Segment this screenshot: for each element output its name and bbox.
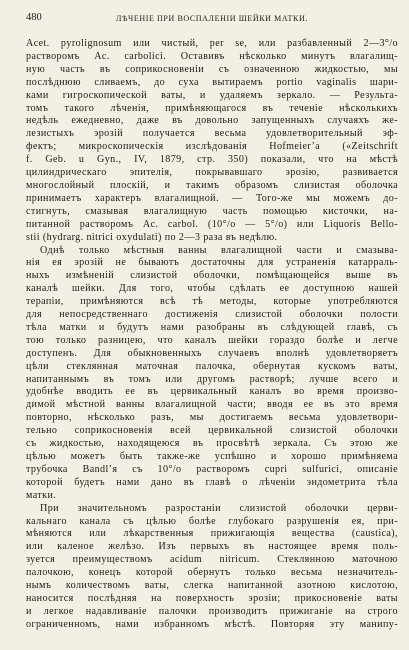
text-line: трубочка Bandl’я съ 10°/о растворомъ cupri sulfurici, описаніе: [26, 463, 398, 475]
text-line: тельно соприкосновенія всей цервикальной слизистой оболочки: [26, 425, 398, 437]
text-line: Однѣ только мѣстныя ванны влагалищной части и смазыва-: [40, 244, 398, 256]
text-line: стигнуть, смазывая влагалищную часть помощью кисточки, на-: [26, 205, 398, 217]
text-line: съ жидкостью, находящеюся въ просвѣтѣ зеркала. Съ этою же: [26, 438, 398, 450]
paragraph-2: [26, 245, 398, 503]
text-line: которой будетъ нами дано въ главѣ о лѣченіи эндометрита тѣла: [26, 476, 398, 488]
text-line: повторно, нѣсколько разъ, мы достигаемъ весьма удовлетвори-: [26, 412, 398, 424]
text-line: напитаннымъ въ томъ или другомъ растворѣ; лучше всего и: [26, 373, 398, 385]
text-line: цилиндрическаго эпителія, покрывавшаго эрозію, развивается: [26, 167, 398, 179]
text-line: растворомъ Ac. carbolici. Оставивъ нѣсколько минутъ влагалищ-: [26, 50, 398, 62]
text-line: нія ея эрозій не бываютъ достаточны для устраненія катарраль-: [26, 257, 398, 269]
text-line: фектъ; микроскопическія изслѣдованія Hofmeier’a («Zeitschrift: [26, 141, 398, 153]
text-line: При значительномъ разростаніи слизистой оболочки церви-: [40, 502, 398, 514]
text-line: ныхъ измѣненій слизистой оболочки, помѣщающейся выше въ: [26, 270, 398, 282]
paragraph-3: [26, 503, 398, 632]
body-text: [26, 38, 398, 632]
text-line: томъ такого лѣченія, примѣняющагося въ теченіе нѣсколькихъ: [26, 102, 398, 114]
page-number: 480: [26, 12, 42, 23]
running-header: [26, 12, 398, 28]
text-line: тѣла матки и будутъ нами разобраны въ слѣдующей главѣ, съ: [26, 321, 398, 333]
text-line: палочкою, конецъ которой обернутъ только весьма незначитель-: [26, 567, 398, 579]
text-line: или каленое желѣзо. Изъ первыхъ въ настоящее время поль-: [26, 541, 398, 553]
text-line: удобнѣе вводить ее въ цервикальный каналъ во время произво-: [26, 386, 398, 398]
text-line: тою только разницею, что каналъ шейки гораздо болѣе и легче: [26, 334, 398, 346]
text-line: принимаетъ характеръ влагалищной. — Того-же мы можемъ до-: [26, 192, 398, 204]
text-line: наносится послѣдняя на поверхность эрозіи; прикосновеніе ваты: [26, 592, 398, 604]
text-line: мѣняются или лѣкарственныя прижигающія вещества (caustica),: [26, 528, 398, 540]
paragraph-1: [26, 38, 398, 245]
text-line: нымъ количествомъ ваты, слегка напитанной азотною кислотою,: [26, 580, 398, 592]
text-line: терапіи, примѣняются всѣ тѣ методы, которые употребляются: [26, 296, 398, 308]
text-line: доступенъ. Для обыкновенныхъ случаевъ вполнѣ удовлетворяетъ: [26, 347, 398, 359]
text-line: и легкое надавливаніе палочки производитъ прижиганіе на строго: [26, 605, 398, 617]
text-line: матки.: [26, 489, 57, 501]
text-line: недѣль ежедневно, даже въ довольно запущенныхъ случаяхъ же-: [26, 115, 398, 127]
text-line: stii (hydrarg. nitrici oxydulati) по 2—3 раза въ недѣлю.: [26, 231, 278, 243]
text-line: лезистыхъ эрозій получается весьма удовлетворительный эф-: [26, 128, 398, 140]
text-line: ками гигроскопической ваты, и удаляемъ зеркало. — Результа-: [26, 89, 398, 101]
text-line: кальнаго канала съ цѣлью болѣе глубокаго разрушенія ея, при-: [26, 515, 398, 527]
text-line: f. Geb. u Gyn., IV, 1879, стр. 350) показали, что на мѣстѣ: [26, 154, 398, 166]
text-line: ограниченномъ, нами избранномъ мѣстѣ. Повторяя эту манипу-: [26, 618, 398, 630]
text-line: зуется преимуществомъ acidum nitricum. Стеклянною маточною: [26, 554, 398, 566]
text-line: многослойный плоскій, и такимъ образомъ слизистая оболочка: [26, 179, 398, 191]
text-line: для непосредственнаго достиженія слизистой оболочки полости: [26, 309, 398, 321]
text-line: ную часть въ соприкосновеніи съ означенною жидкостью, мы: [26, 63, 398, 75]
text-line: послѣднюю сливаемъ, до суха вытираемъ portio vaginalis шари-: [26, 76, 398, 88]
text-line: каналѣ шейки. Для того, чтобы сдѣлать ее доступною нашей: [26, 283, 398, 295]
text-line: цѣлью можетъ быть также-же успѣшно и хорошо примѣняема: [26, 451, 398, 462]
text-line: димой мѣстной ванны влагалищной части; вводя ее въ это время: [26, 399, 398, 411]
text-line: цѣли стеклянная маточная палочка, обернутая кускомъ ваты,: [26, 360, 398, 372]
running-title: ЛѢЧЕНІЕ ПРИ ВОСПАЛЕНІИ ШЕЙКИ МАТКИ.: [116, 14, 308, 23]
text-line: питанной растворомъ Ac. carbol. (10°/о — 5°/о) или Liquoris Bello-: [26, 218, 398, 230]
text-line: Acet. pyrolignosum или чистый, per se, или разбавленный 2—3°/о: [26, 38, 398, 49]
